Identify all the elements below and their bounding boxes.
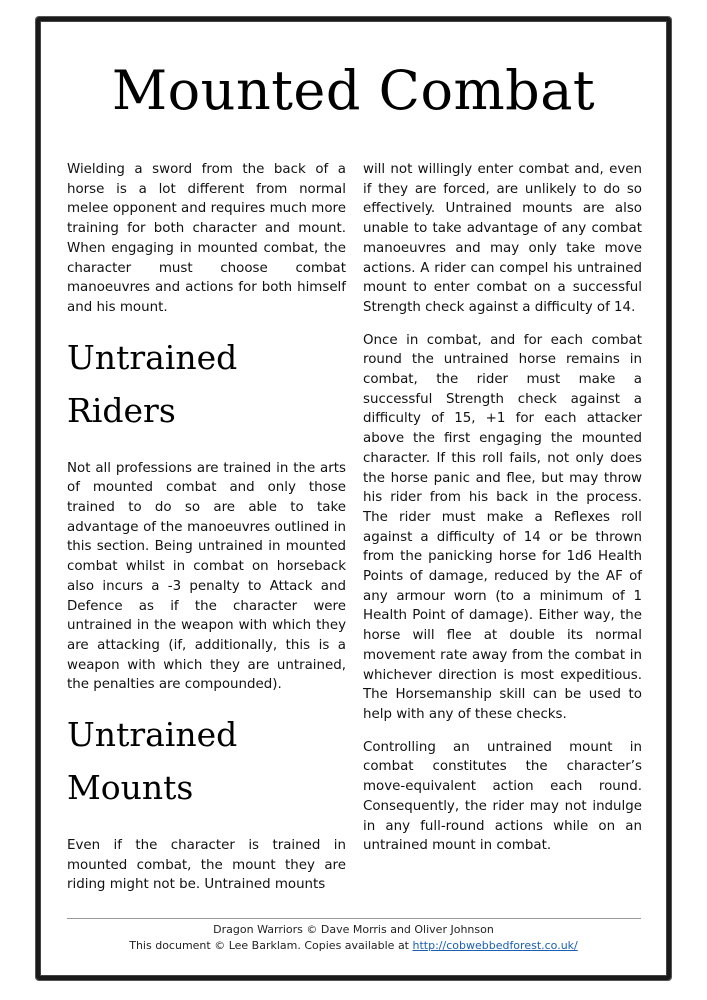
page-title: Mounted Combat bbox=[111, 59, 596, 122]
untrained-riders-heading: Untrained Riders bbox=[67, 337, 238, 430]
footer-divider bbox=[67, 918, 641, 919]
untrained-mounts-paragraph: Even if the character is trained in mounted combat, the mount they are riding might not be. Untrained mounts bbox=[67, 838, 346, 893]
left-column bbox=[67, 160, 346, 908]
website-link[interactable]: http://cobwebbedforest.co.uk/ bbox=[412, 939, 578, 952]
right-column bbox=[363, 160, 642, 869]
footer-copyright-line: Dragon Warriors © Dave Morris and Oliver Johnson bbox=[213, 923, 494, 936]
right-paragraph-3: Controlling an untrained mount in combat constitutes the character’s move-equivalent action each round. Consequently, the rider may not indulge in any full-round actions while on an untrained mount in combat. bbox=[363, 739, 642, 854]
untrained-mounts-heading: Untrained Mounts bbox=[67, 715, 238, 808]
footer bbox=[0, 922, 707, 954]
right-paragraph-2: Once in combat, and for each combat round the untrained horse remains in combat, the rider must make a successful Strength check against a difficulty of 15, +1 for each attacker above the first engaging the mounted character. If this roll fails, not only does the horse panic and flee, but may throw his rider from his back in the process. The rider must make a Reflexes roll against a difficulty of 14 or be thrown from the panicking horse for 1d6 Health Points of damage, reduced by the AF of any armour worn (to a minimum of 1 Health Point of damage). Either way, the horse will flee at double its normal movement rate away from the combat in whichever direction is most expeditious. The Horsemanship skill can be used to help with any of these checks. bbox=[363, 332, 642, 722]
footer-document-text: This document © Lee Barklam. Copies available at bbox=[129, 939, 413, 952]
right-paragraph-1: will not willingly enter combat and, even if they are forced, are unlikely to do so effectively. Untrained mounts are also unable to take advantage of any combat manoeuvres and may only take move actions. A rider can compel his untrained mount to enter combat on a successful Strength check against a difficulty of 14. bbox=[363, 162, 642, 315]
footer-document-line bbox=[0, 938, 707, 954]
untrained-riders-paragraph: Not all professions are trained in the arts of mounted combat and only those trained to do so are able to take advantage of the manoeuvres outlined in this section. Being untrained in mounted combat whilst in combat on horseback also incurs a -3 penalty to Attack and Defence as if the character were untrained in the weapon with which they are attacking (if, additionally, this is a weapon with which they are untrained, the penalties are compounded). bbox=[67, 460, 346, 693]
intro-paragraph: Wielding a sword from the back of a horse is a lot different from normal melee opponent and requires much more training for both character and mount. When engaging in mounted combat, the character must choose combat manoeuvres and actions for both himself and his mount. bbox=[67, 162, 346, 315]
